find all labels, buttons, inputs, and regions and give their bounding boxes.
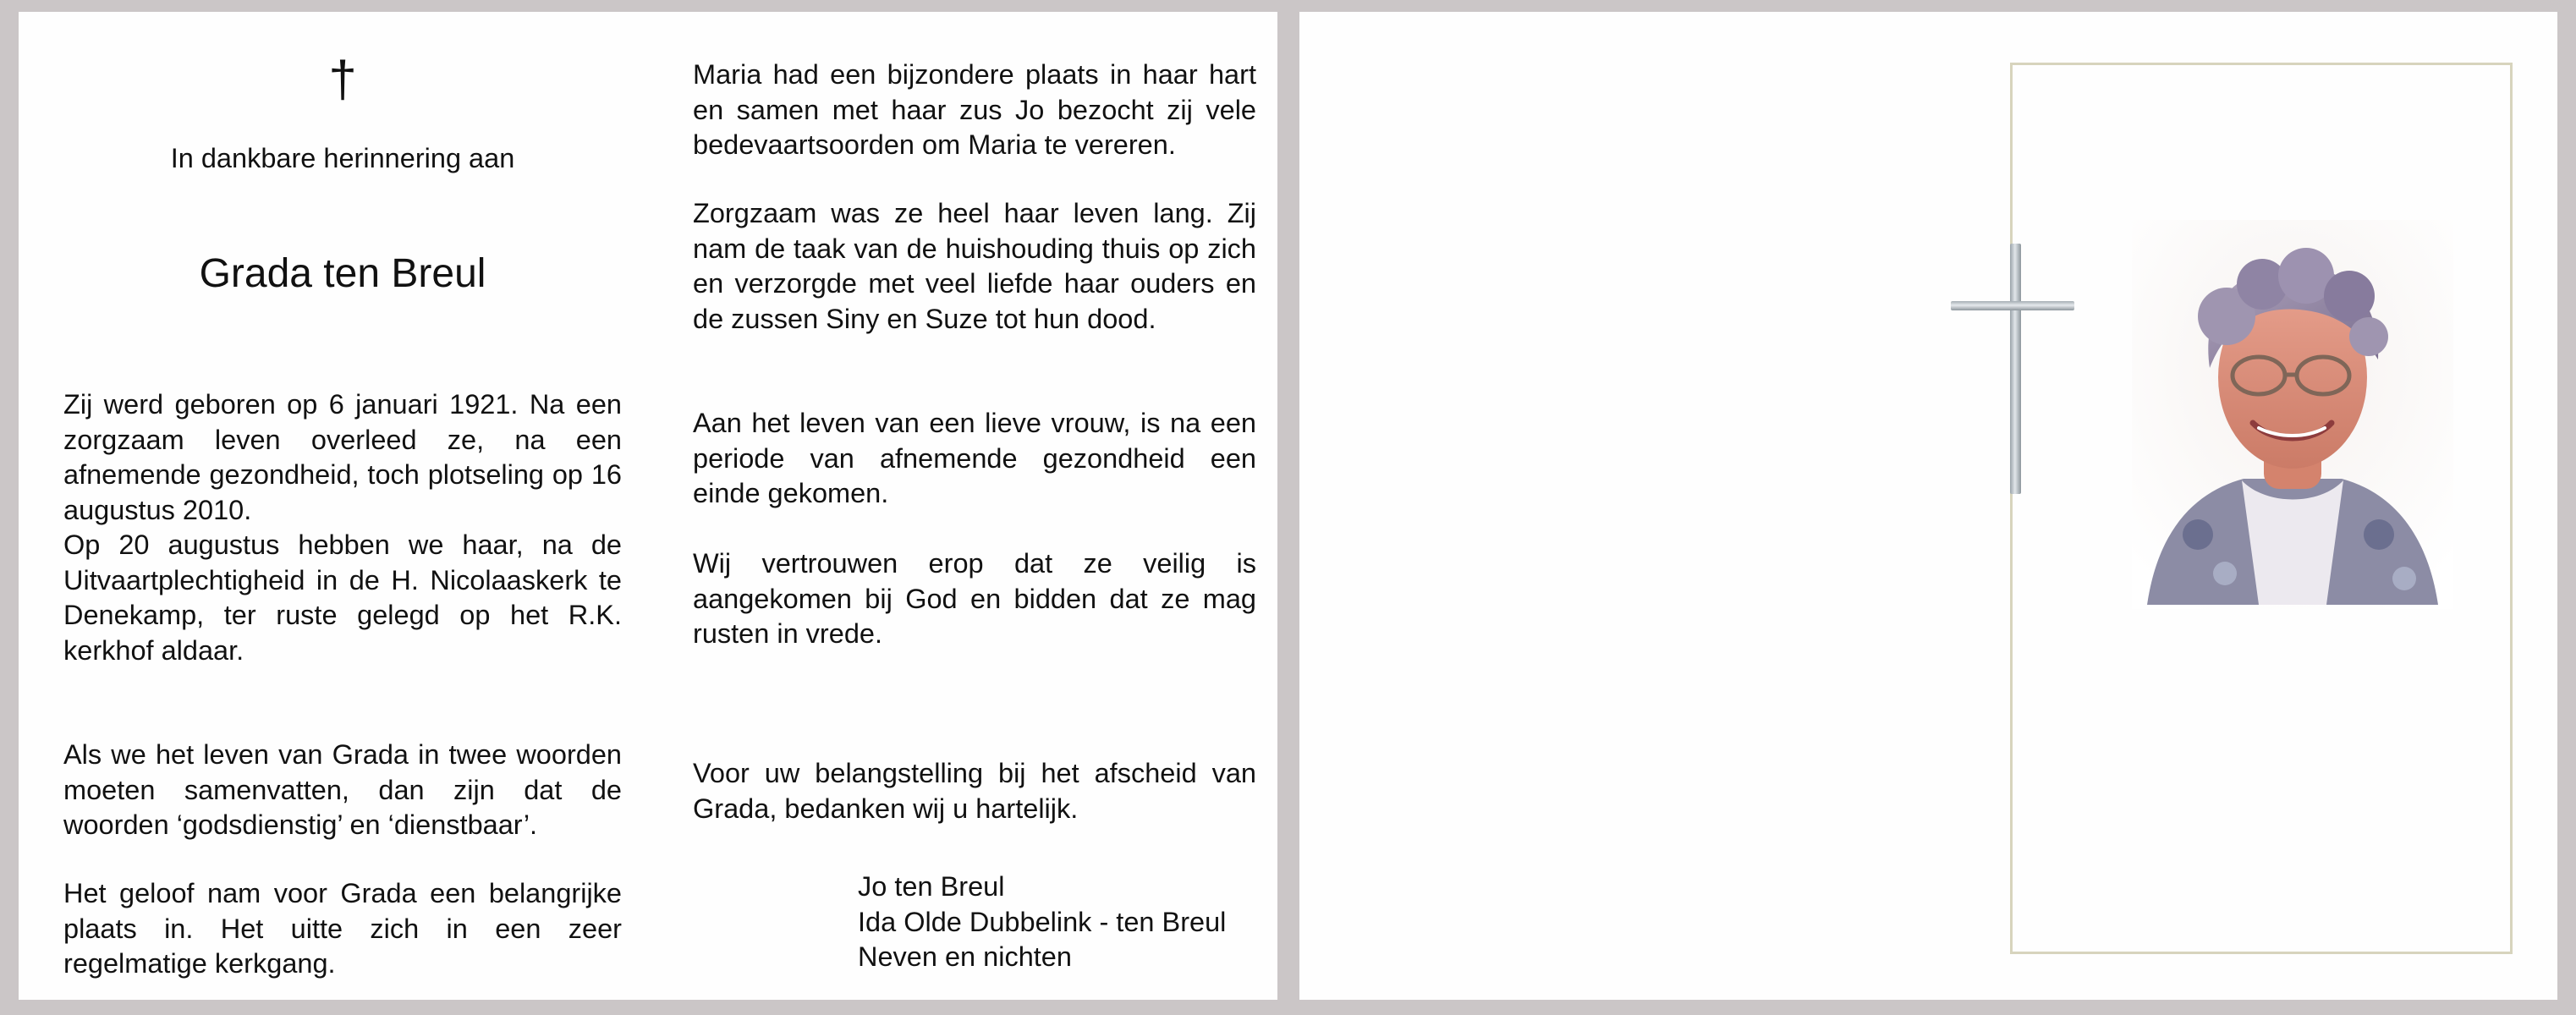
signer-name: Ida Olde Dubbelink - ten Breul — [858, 906, 1227, 937]
paragraph-birth-death: Zij werd geboren op 6 januari 1921. Na een zorgzaam leven overleed ze, na een afnemende gezondheid, toch plotseling op 16 augustus 2010. — [63, 389, 622, 525]
paragraph-care: Zorgzaam was ze heel haar leven lang. Zij nam de taak van de huishouding thuis op zich en verzorgde met veel liefde haar ouders en de zussen Siny en Suze tot hun dood. — [693, 198, 1256, 334]
signers-list — [858, 870, 1264, 975]
signer-name: Neven en nichten — [858, 941, 1072, 972]
paragraph-maria: Maria had een bijzondere plaats in haar hart en samen met haar zus Jo bezocht zij vele bedevaartsoorden om Maria te vereren. — [693, 59, 1256, 160]
portrait-photo — [2132, 220, 2453, 609]
cross-vertical-bar — [2010, 244, 2021, 494]
paragraph-end-of-life: Aan het leven van een lieve vrouw, is na een periode van afnemende gezondheid een einde gekomen. — [693, 408, 1256, 508]
intro-text: In dankbare herinnering aan — [170, 143, 515, 173]
paragraph-trust: Wij vertrouwen erop dat ze veilig is aangekomen bij God en bidden dat ze mag rusten in vrede. — [693, 548, 1256, 649]
cross-horizontal-bar — [1951, 301, 2074, 310]
left-card-panel — [19, 12, 1277, 1000]
paragraph-faith: Het geloof nam voor Grada een belangrijke plaats in. Het uitte zich in een zeer regelmatige kerkgang. — [63, 878, 622, 979]
paragraph-thanks: Voor uw belangstelling bij het afscheid van Grada, bedanken wij u hartelijk. — [693, 758, 1256, 824]
deceased-name: Grada ten Breul — [199, 251, 486, 296]
paragraph-burial: Op 20 augustus hebben we haar, na de Uitvaartplechtigheid in de H. Nicolaaskerk te Denekamp, ter ruste gelegd op het R.K. kerkhof aldaar. — [63, 529, 622, 666]
portrait-illustration — [2132, 220, 2453, 609]
paragraph-summary: Als we het leven van Grada in twee woorden moeten samenvatten, dan zijn dat de woorden ‘godsdienstig’ en ‘dienstbaar’. — [63, 739, 622, 840]
signer-name: Jo ten Breul — [858, 871, 1005, 902]
cross-glyph-icon: † — [328, 51, 357, 107]
